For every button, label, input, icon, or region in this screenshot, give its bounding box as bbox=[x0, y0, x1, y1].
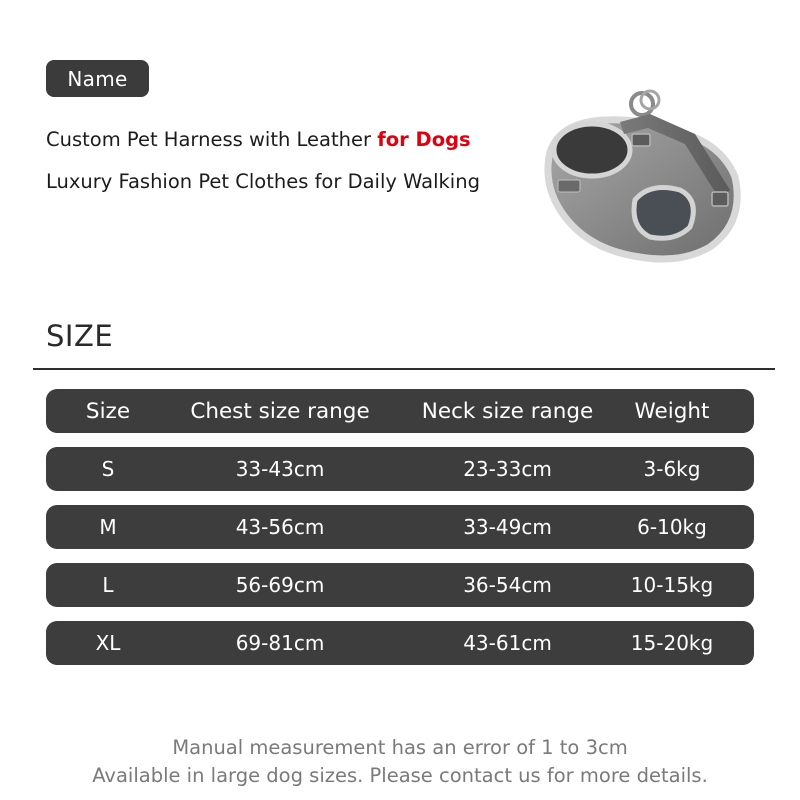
table-row bbox=[46, 563, 754, 607]
table-row bbox=[46, 621, 754, 665]
chest-cell: 43-56cm bbox=[235, 515, 325, 539]
size-cell: L bbox=[102, 573, 114, 597]
product-subtitle: Luxury Fashion Pet Clothes for Daily Walking bbox=[46, 170, 480, 193]
neck-cell: 23-33cm bbox=[463, 457, 552, 481]
chest-cell: 56-69cm bbox=[235, 573, 325, 597]
chest-cell: 33-43cm bbox=[235, 457, 325, 481]
product-title bbox=[46, 128, 471, 151]
neck-cell: 43-61cm bbox=[463, 631, 552, 655]
neck-cell: 33-49cm bbox=[463, 515, 552, 539]
table-row bbox=[46, 447, 754, 491]
neck-cell: 36-54cm bbox=[463, 573, 552, 597]
header-weight: Weight bbox=[634, 398, 710, 424]
header-neck: Neck size range bbox=[421, 398, 594, 424]
chest-cell: 69-81cm bbox=[235, 631, 325, 655]
weight-cell: 6-10kg bbox=[637, 515, 707, 539]
size-cell: S bbox=[101, 457, 115, 481]
availability-note: Available in large dog sizes. Please contact us for more details. bbox=[92, 764, 708, 787]
weight-cell: 15-20kg bbox=[630, 631, 714, 655]
weight-cell: 10-15kg bbox=[630, 573, 714, 597]
table-row bbox=[46, 505, 754, 549]
size-divider bbox=[33, 368, 775, 370]
weight-cell: 3-6kg bbox=[643, 457, 701, 481]
measurement-note: Manual measurement has an error of 1 to 3cm bbox=[172, 736, 628, 759]
header-chest: Chest size range bbox=[190, 398, 370, 424]
header-size: Size bbox=[85, 398, 131, 424]
product-title-highlight: for Dogs bbox=[377, 128, 471, 151]
size-table-header bbox=[46, 389, 754, 433]
size-heading: SIZE bbox=[46, 319, 114, 353]
pet-harness-icon bbox=[520, 82, 770, 282]
size-cell: XL bbox=[95, 631, 121, 655]
name-badge: Name bbox=[46, 60, 149, 97]
size-cell: M bbox=[99, 515, 117, 539]
product-title-prefix: Custom Pet Harness with Leather bbox=[46, 128, 378, 151]
